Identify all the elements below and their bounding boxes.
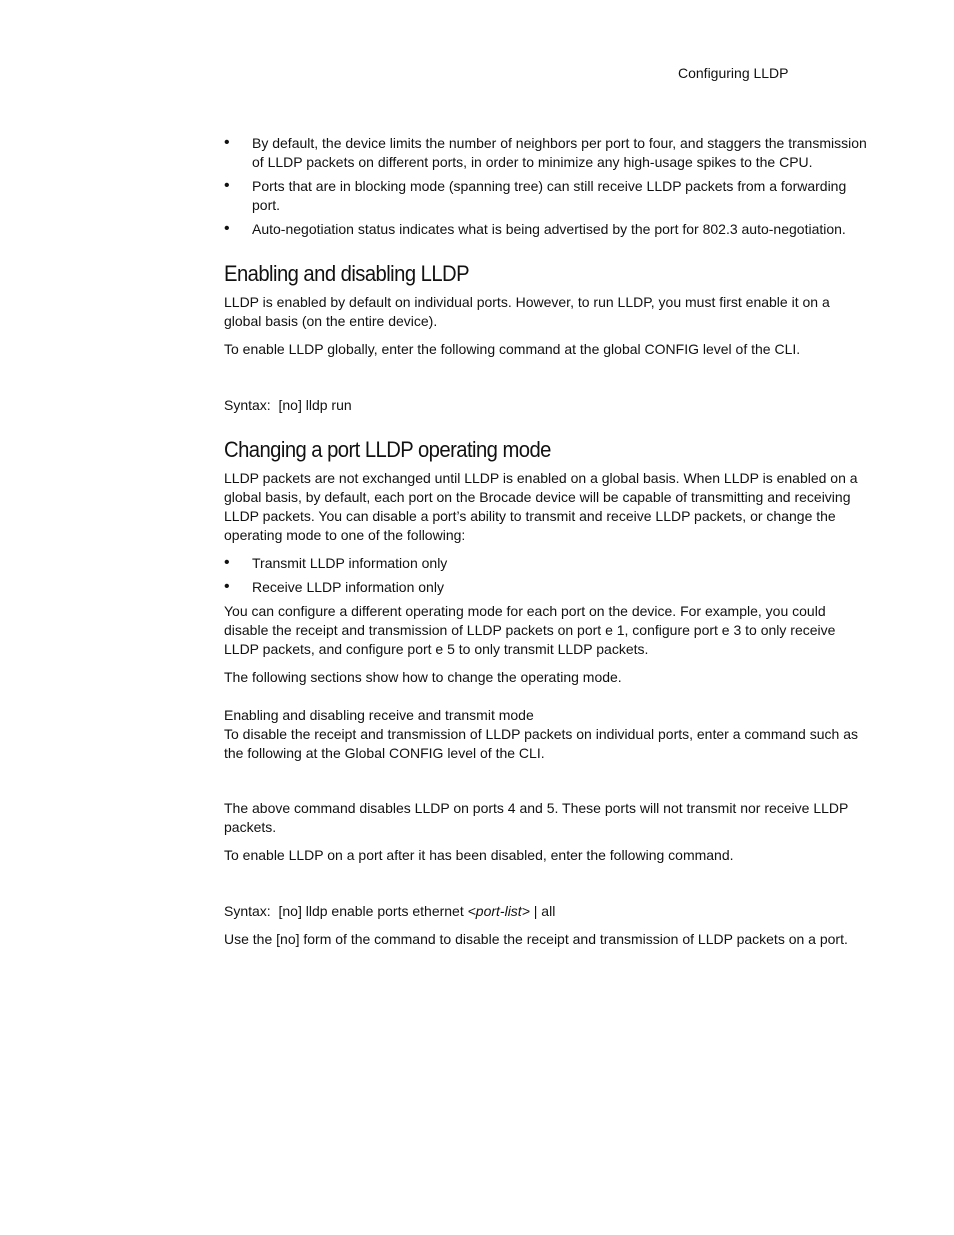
paragraph: LLDP is enabled by default on individual ports. However, to run LLDP, you must first enable it on a global basis (on the entire device). xyxy=(224,294,830,329)
syntax-line xyxy=(224,902,870,921)
paragraph: LLDP packets are not exchanged until LLDP is enabled on a global basis. When LLDP is enabled on a global basis, by default, each port on the Brocade device will be capable of transmitting and receiving LLDP packets. You can disable a port’s ability to transmit and receive LLDP packets, or change the operating mode to one of the following: xyxy=(224,470,858,543)
running-header: Configuring LLDP xyxy=(678,65,789,81)
paragraph: You can configure a different operating mode for each port on the device. For example, you could disable the receipt and transmission of LLDP packets on port e 1, configure port e 3 to only receive LLDP packets, and configure port e 5 to only transmit LLDP packets. xyxy=(224,603,836,657)
section-heading-operating-mode: Changing a port LLDP operating mode xyxy=(224,437,551,462)
syntax-label: Syntax: xyxy=(224,397,271,413)
list-item: • Transmit LLDP information only xyxy=(224,554,448,571)
list-item: • Receive LLDP information only xyxy=(224,578,444,595)
section-heading-enabling-lldp: Enabling and disabling LLDP xyxy=(224,261,470,286)
bullet-icon: • xyxy=(224,220,230,237)
mode-bullet-list xyxy=(224,554,870,597)
syntax-label: Syntax: xyxy=(224,903,271,919)
syntax-command: lldp enable ports ethernet xyxy=(305,903,464,919)
list-item: • Ports that are in blocking mode (spanning tree) can still receive LLDP packets from a forwarding port. xyxy=(224,177,847,213)
paragraph: To enable LLDP on a port after it has been disabled, enter the following command. xyxy=(224,847,734,863)
paragraph: To enable LLDP globally, enter the following command at the global CONFIG level of the CLI. xyxy=(224,341,801,357)
bullet-icon: • xyxy=(224,134,230,151)
syntax-parameter: <port-list> xyxy=(467,903,530,919)
syntax-command: lldp run xyxy=(305,397,352,413)
page-content xyxy=(224,134,870,958)
list-item: • By default, the device limits the number of neighbors per port to four, and staggers the transmission of LLDP packets on different ports, in order to minimize any high-usage spikes to the CPU. xyxy=(224,134,867,170)
syntax-optional: [no] xyxy=(278,903,302,919)
syntax-optional: [no] xyxy=(278,397,302,413)
bullet-icon: • xyxy=(224,177,230,194)
subsection-heading: Enabling and disabling receive and transmit mode xyxy=(224,707,534,723)
syntax-tail: | all xyxy=(533,903,556,919)
intro-bullet-list xyxy=(224,134,870,239)
paragraph: The following sections show how to change the operating mode. xyxy=(224,669,622,685)
paragraph: The above command disables LLDP on ports 4 and 5. These ports will not transmit nor receive LLDP packets. xyxy=(224,800,849,835)
bullet-icon: • xyxy=(224,554,230,571)
paragraph: Use the [no] form of the command to disable the receipt and transmission of LLDP packets on a port. xyxy=(224,931,848,947)
bullet-icon: • xyxy=(224,578,230,595)
syntax-line xyxy=(224,396,870,415)
paragraph: To disable the receipt and transmission of LLDP packets on individual ports, enter a command such as the following at the Global CONFIG level of the CLI. xyxy=(224,726,858,761)
list-item: • Auto-negotiation status indicates what is being advertised by the port for 802.3 auto-negotiation. xyxy=(224,220,846,237)
